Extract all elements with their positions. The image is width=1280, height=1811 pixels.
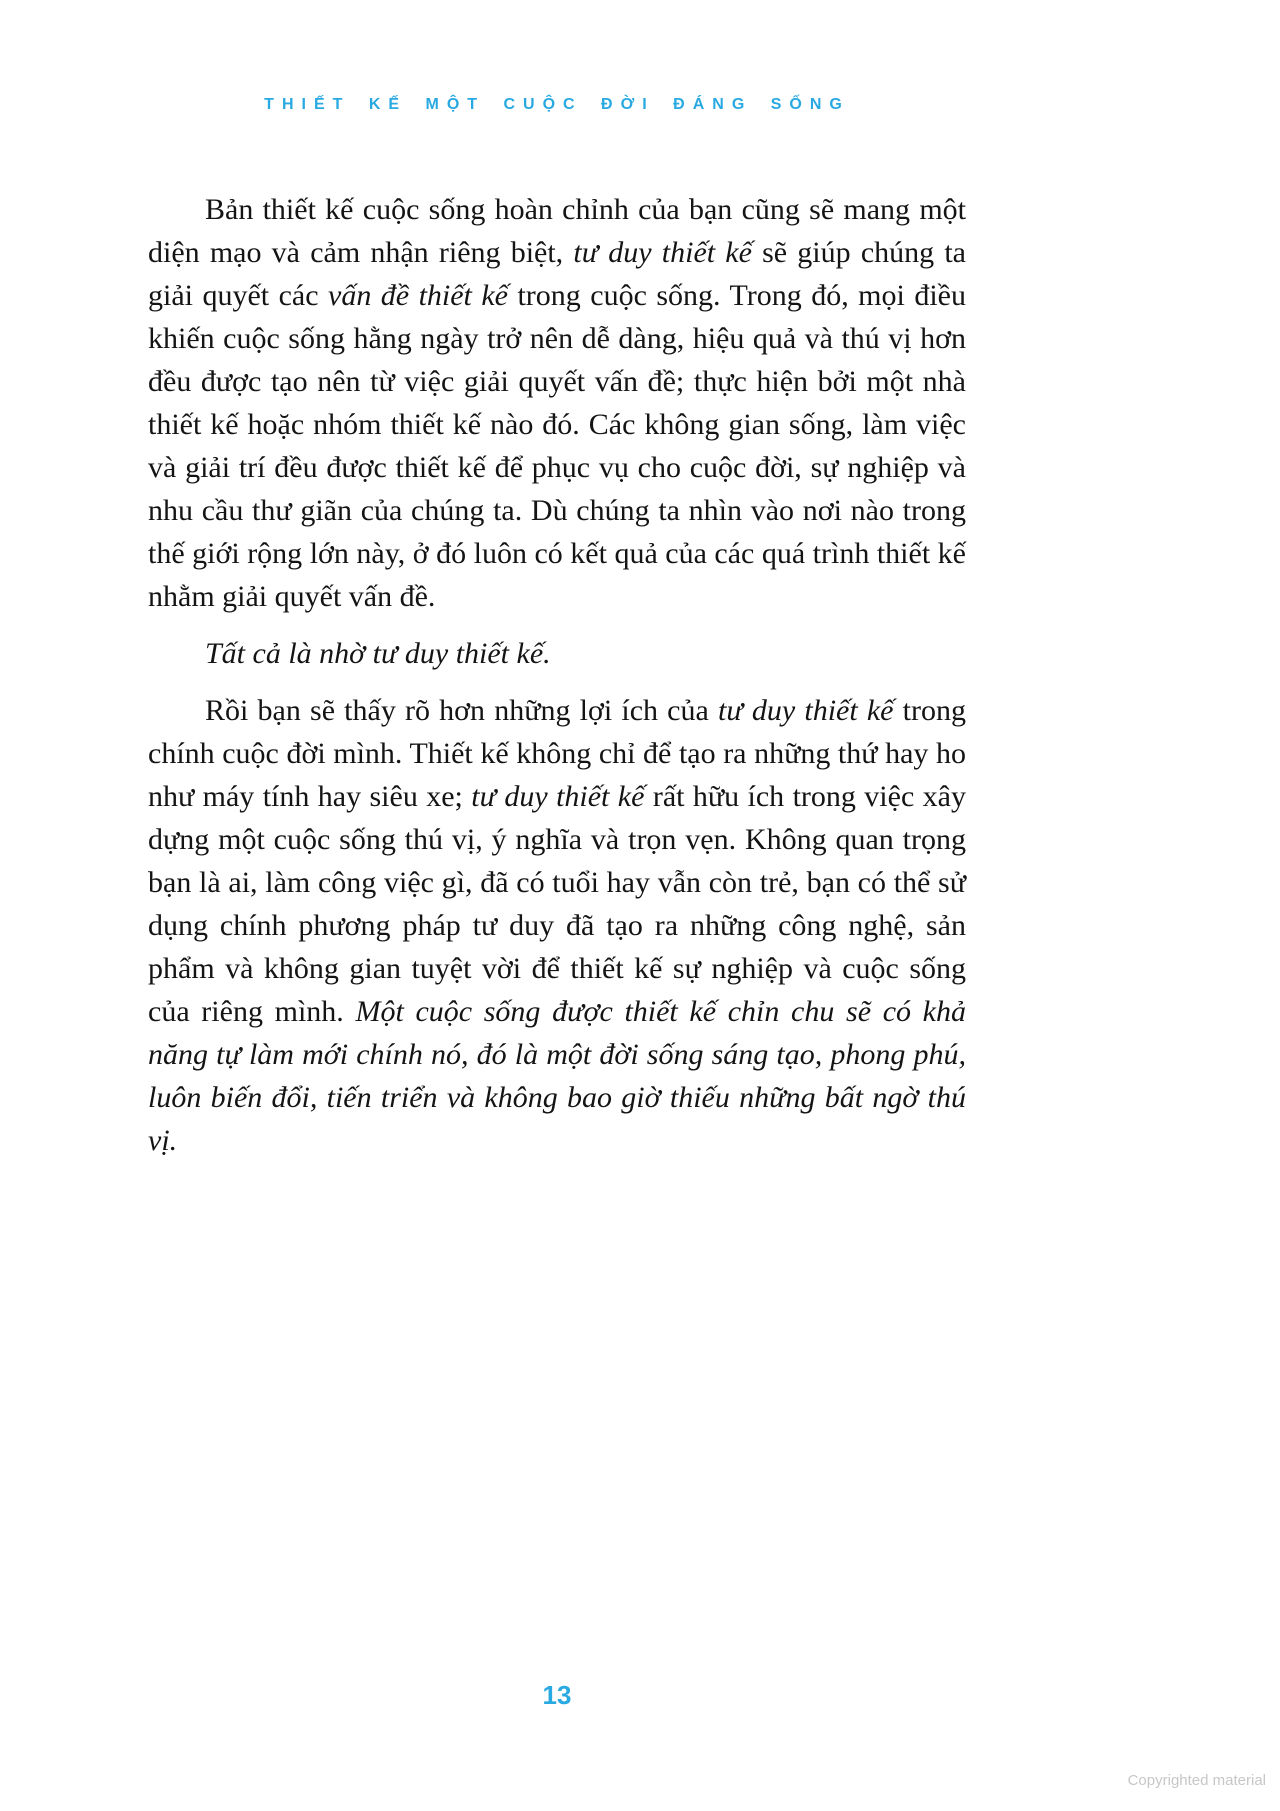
watermark: Copyrighted material [1127, 1772, 1266, 1789]
italic-run: tư duy thiết kế [718, 694, 894, 727]
page-number: 13 [542, 1680, 572, 1710]
italic-run: tư duy thiết kế [573, 236, 752, 269]
paragraph [148, 689, 966, 1162]
text-run: sẽ giúp chúng ta giải quyết các [148, 236, 966, 312]
text-run: Rồi bạn sẽ thấy rõ hơn những lợi ích của [205, 694, 718, 727]
text-run: trong chính cuộc đời mình. Thiết kế không chỉ để tạo ra những thứ hay ho như máy tính hay siêu xe; [148, 694, 967, 813]
paragraph [148, 632, 966, 675]
text-run: Bản thiết kế cuộc sống hoàn chỉnh của bạn cũng sẽ mang một diện mạo và cảm nhận riêng biệt, [148, 193, 966, 269]
italic-run: Tất cả là nhờ tư duy thiết kế. [205, 637, 551, 670]
text-run: trong cuộc sống. Trong đó, mọi điều khiến cuộc sống hằng ngày trở nên dễ dàng, hiệu quả và thú vị hơn đều được tạo nên từ việc giải quyết vấn đề; thực hiện bởi một nhà thiết kế hoặc nhóm thiết kế nào đó. Các không gian sống, làm việc và giải trí đều được thiết kế để phục vụ cho cuộc đời, sự nghiệp và nhu cầu thư giãn của chúng ta. Dù chúng ta nhìn vào nơi nào trong thế giới rộng lớn này, ở đó luôn có kết quả của các quá trình thiết kế nhằm giải quyết vấn đề. [148, 279, 966, 613]
italic-run: Một cuộc sống được thiết kế chỉn chu sẽ có khả năng tự làm mới chính nó, đó là một đời sống sáng tạo, phong phú, luôn biến đổi, tiến triển và không bao giờ thiếu những bất ngờ thú vị. [148, 995, 966, 1157]
text-run: rất hữu ích trong việc xây dựng một cuộc sống thú vị, ý nghĩa và trọn vẹn. Không quan trọng bạn là ai, làm công việc gì, đã có tuổi hay vẫn còn trẻ, bạn có thể sử dụng chính phương pháp tư duy đã tạo ra những công nghệ, sản phẩm và không gian tuyệt vời để thiết kế sự nghiệp và cuộc sống của riêng mình. [148, 780, 966, 1028]
paragraph [148, 188, 966, 618]
italic-run: vấn đề thiết kế [328, 279, 508, 312]
page-column [148, 0, 966, 1811]
body-text [148, 188, 966, 1176]
italic-run: tư duy thiết kế [471, 780, 645, 813]
running-head: THIẾT KẾ MỘT CUỘC ĐỜI ĐÁNG SỐNG [264, 96, 850, 113]
